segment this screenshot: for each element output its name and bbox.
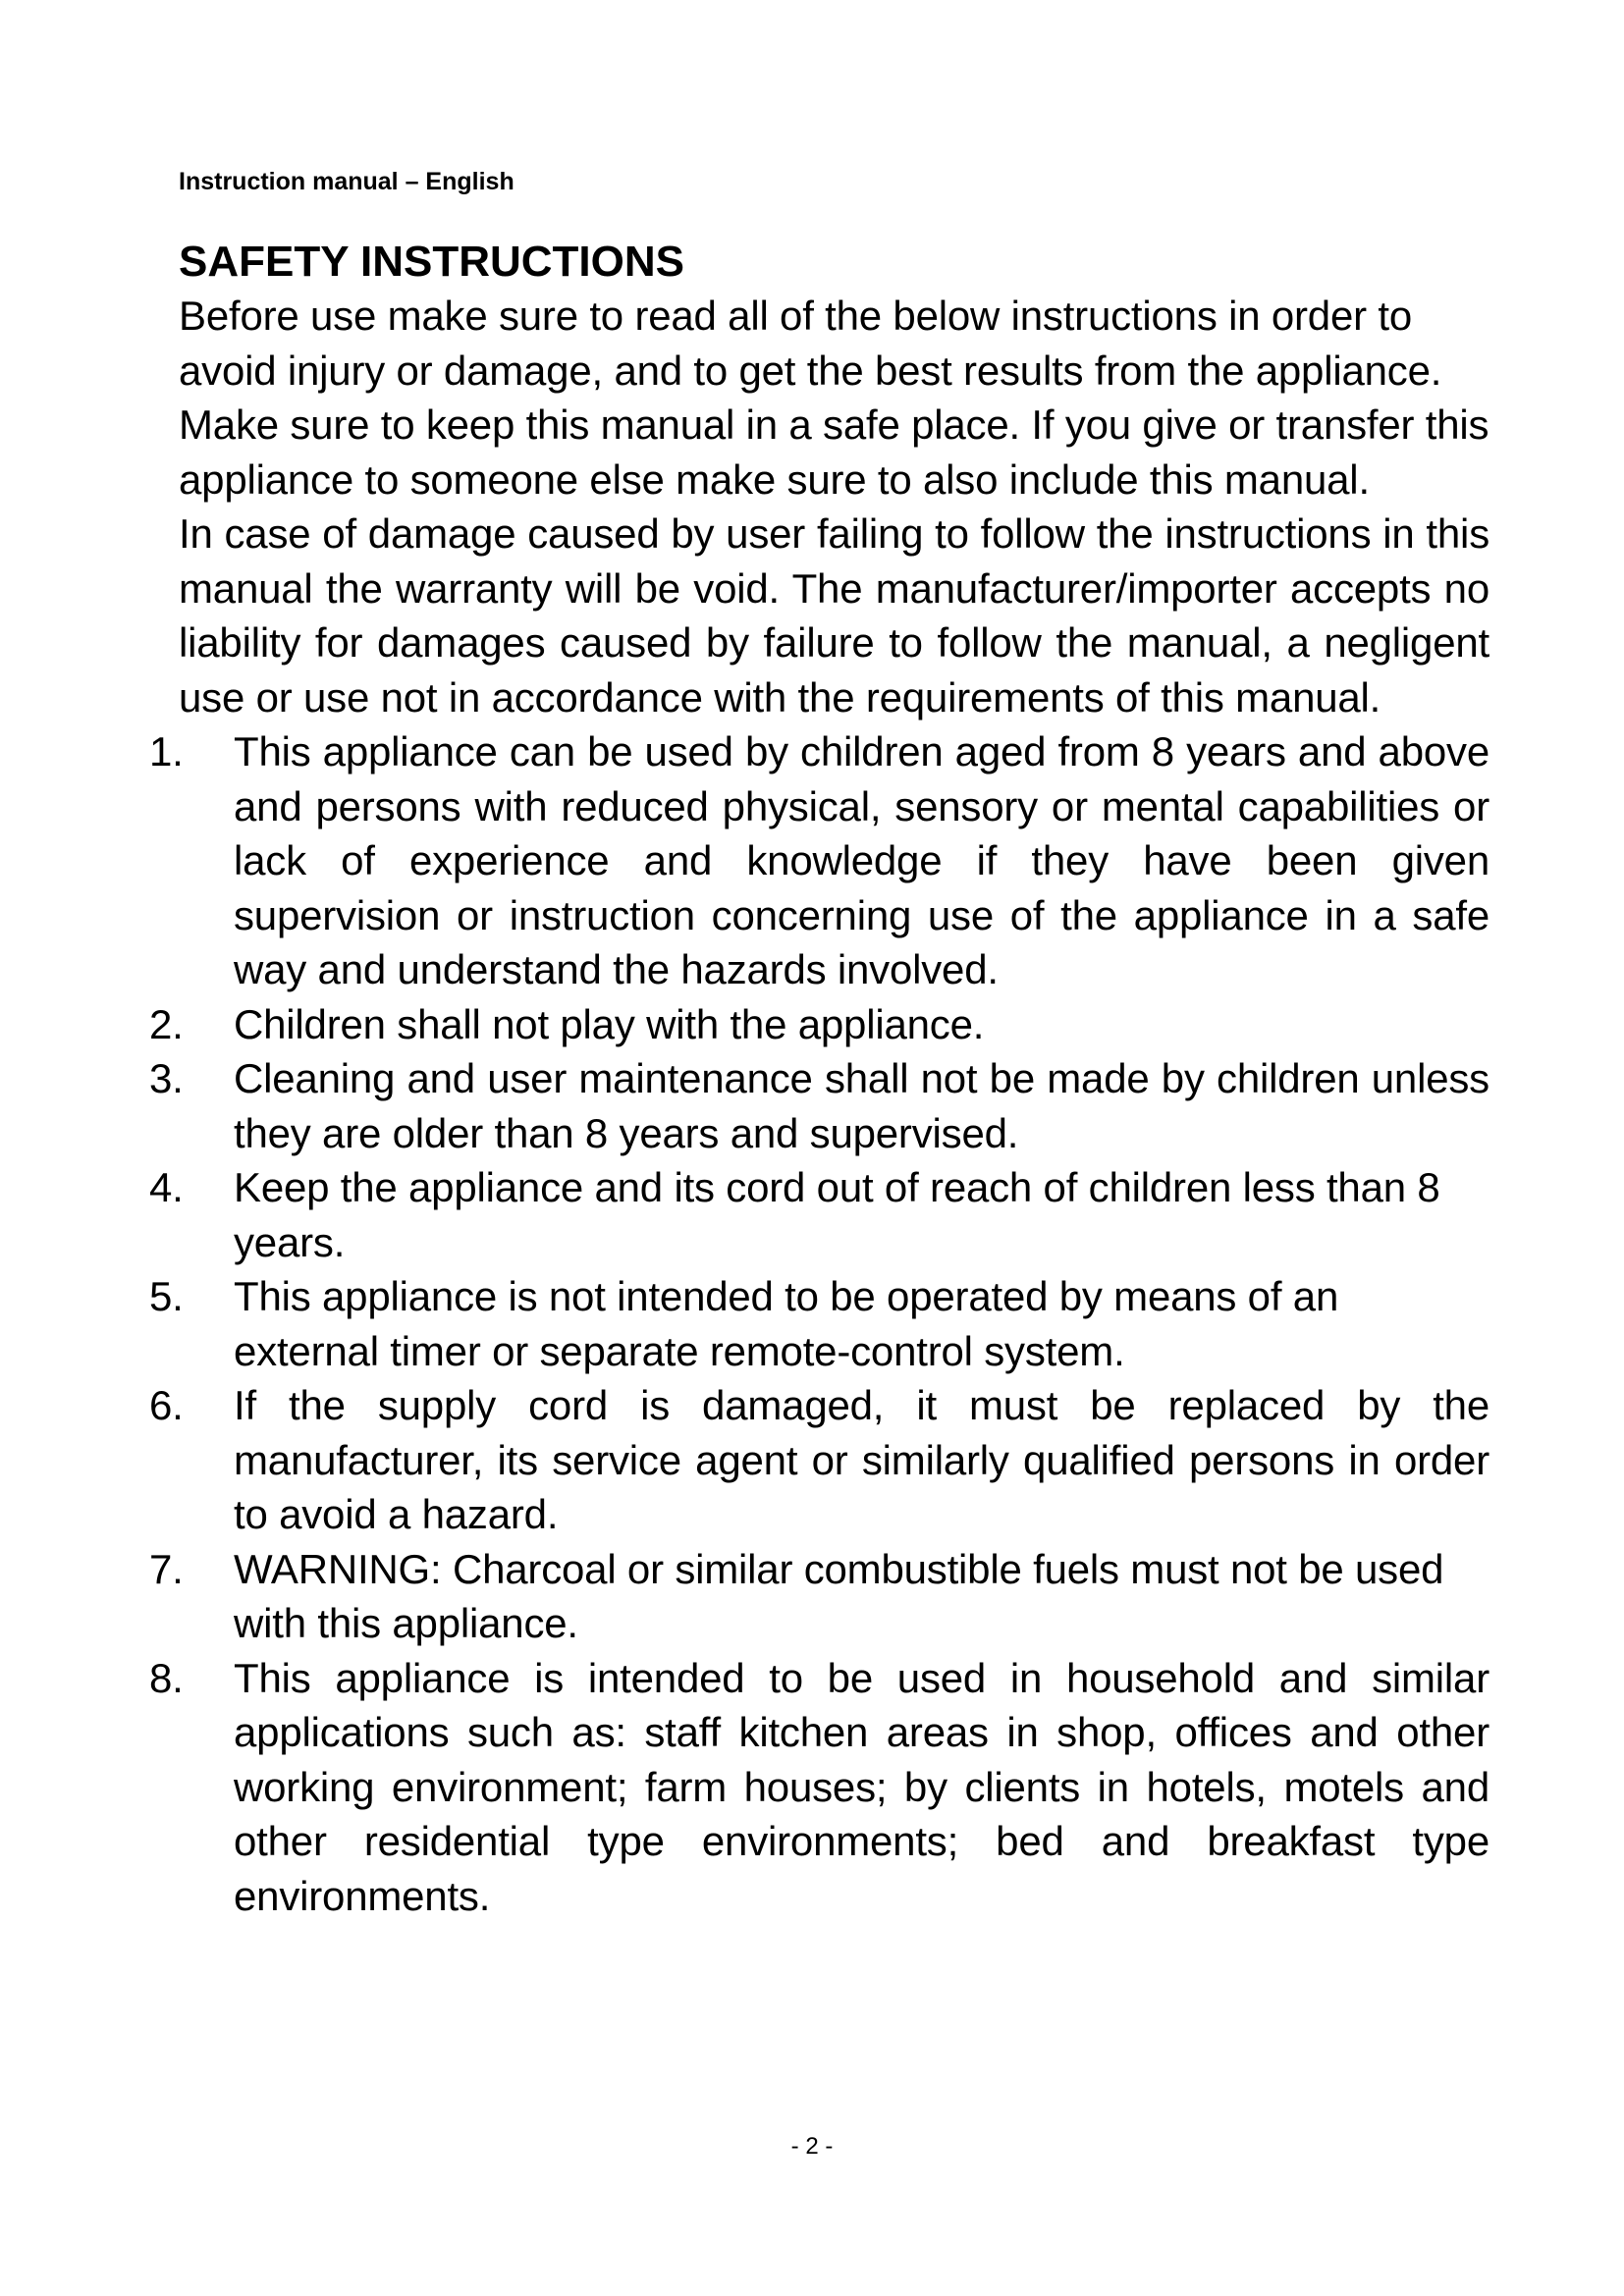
list-item — [149, 1378, 1489, 1542]
list-item — [149, 1542, 1489, 1651]
list-item-text: This appliance is not intended to be operated by means of an external timer or separate remote-control system. — [234, 1273, 1339, 1374]
safety-instructions-list — [149, 724, 1489, 1923]
list-item — [149, 724, 1489, 997]
list-item-number: 2. — [149, 1000, 184, 1047]
list-item — [149, 1651, 1489, 1924]
section-title: SAFETY INSTRUCTIONS — [179, 238, 685, 286]
list-item-number: 3. — [149, 1055, 184, 1101]
list-item-number: 6. — [149, 1382, 184, 1428]
document-header: Instruction manual – English — [179, 168, 514, 195]
list-item — [149, 997, 1489, 1052]
list-item-text: This appliance is intended to be used in household and similar applications such as: staff kitchen areas in shop, offices and other working environment; farm houses; by clients in hotels, motels and other residential type environments; bed and breakfast type environments. — [234, 1654, 1489, 1919]
intro-paragraph-2: In case of damage caused by user failing to follow the instructions in this manual the warranty will be void. The manufacturer/importer accepts no liability for damages caused by failure to follow the manual, a negligent use or use not in accordance with the requirements of this manual. — [179, 510, 1489, 721]
list-item — [149, 1051, 1489, 1160]
list-item-number: 8. — [149, 1654, 184, 1701]
list-item — [149, 1160, 1489, 1269]
list-item-text: Children shall not play with the appliance. — [234, 1000, 985, 1047]
list-item-text: WARNING: Charcoal or similar combustible fuels must not be used with this appliance. — [234, 1545, 1444, 1646]
manual-page — [149, 167, 1489, 1923]
list-item-number: 4. — [149, 1164, 184, 1210]
list-item-text: This appliance can be used by children aged from 8 years and above and persons with reduced physical, sensory or mental capabilities or lack of experience and knowledge if they have been given supervision or instruction concerning use of the appliance in a safe way and understand the hazards involved. — [234, 728, 1489, 992]
page-number: - 2 - — [790, 2133, 834, 2160]
list-item-number: 1. — [149, 728, 184, 774]
list-item-number: 7. — [149, 1545, 184, 1592]
list-item-text: If the supply cord is damaged, it must be replaced by the manufacturer, its service agent or similarly qualified persons in order to avoid a hazard. — [234, 1382, 1489, 1537]
intro-paragraph-1: Before use make sure to read all of the below instructions in order to avoid injury or damage, and to get the best results from the appliance. Make sure to keep this manual in a safe place. If you give or transfer this appliance to someone else make sure to also include this manual. — [179, 293, 1489, 503]
list-item-number: 5. — [149, 1273, 184, 1319]
list-item-text: Cleaning and user maintenance shall not be made by children unless they are older than 8 years and supervised. — [234, 1055, 1489, 1156]
list-item-text: Keep the appliance and its cord out of reach of children less than 8 years. — [234, 1164, 1440, 1265]
list-item — [149, 1269, 1489, 1378]
